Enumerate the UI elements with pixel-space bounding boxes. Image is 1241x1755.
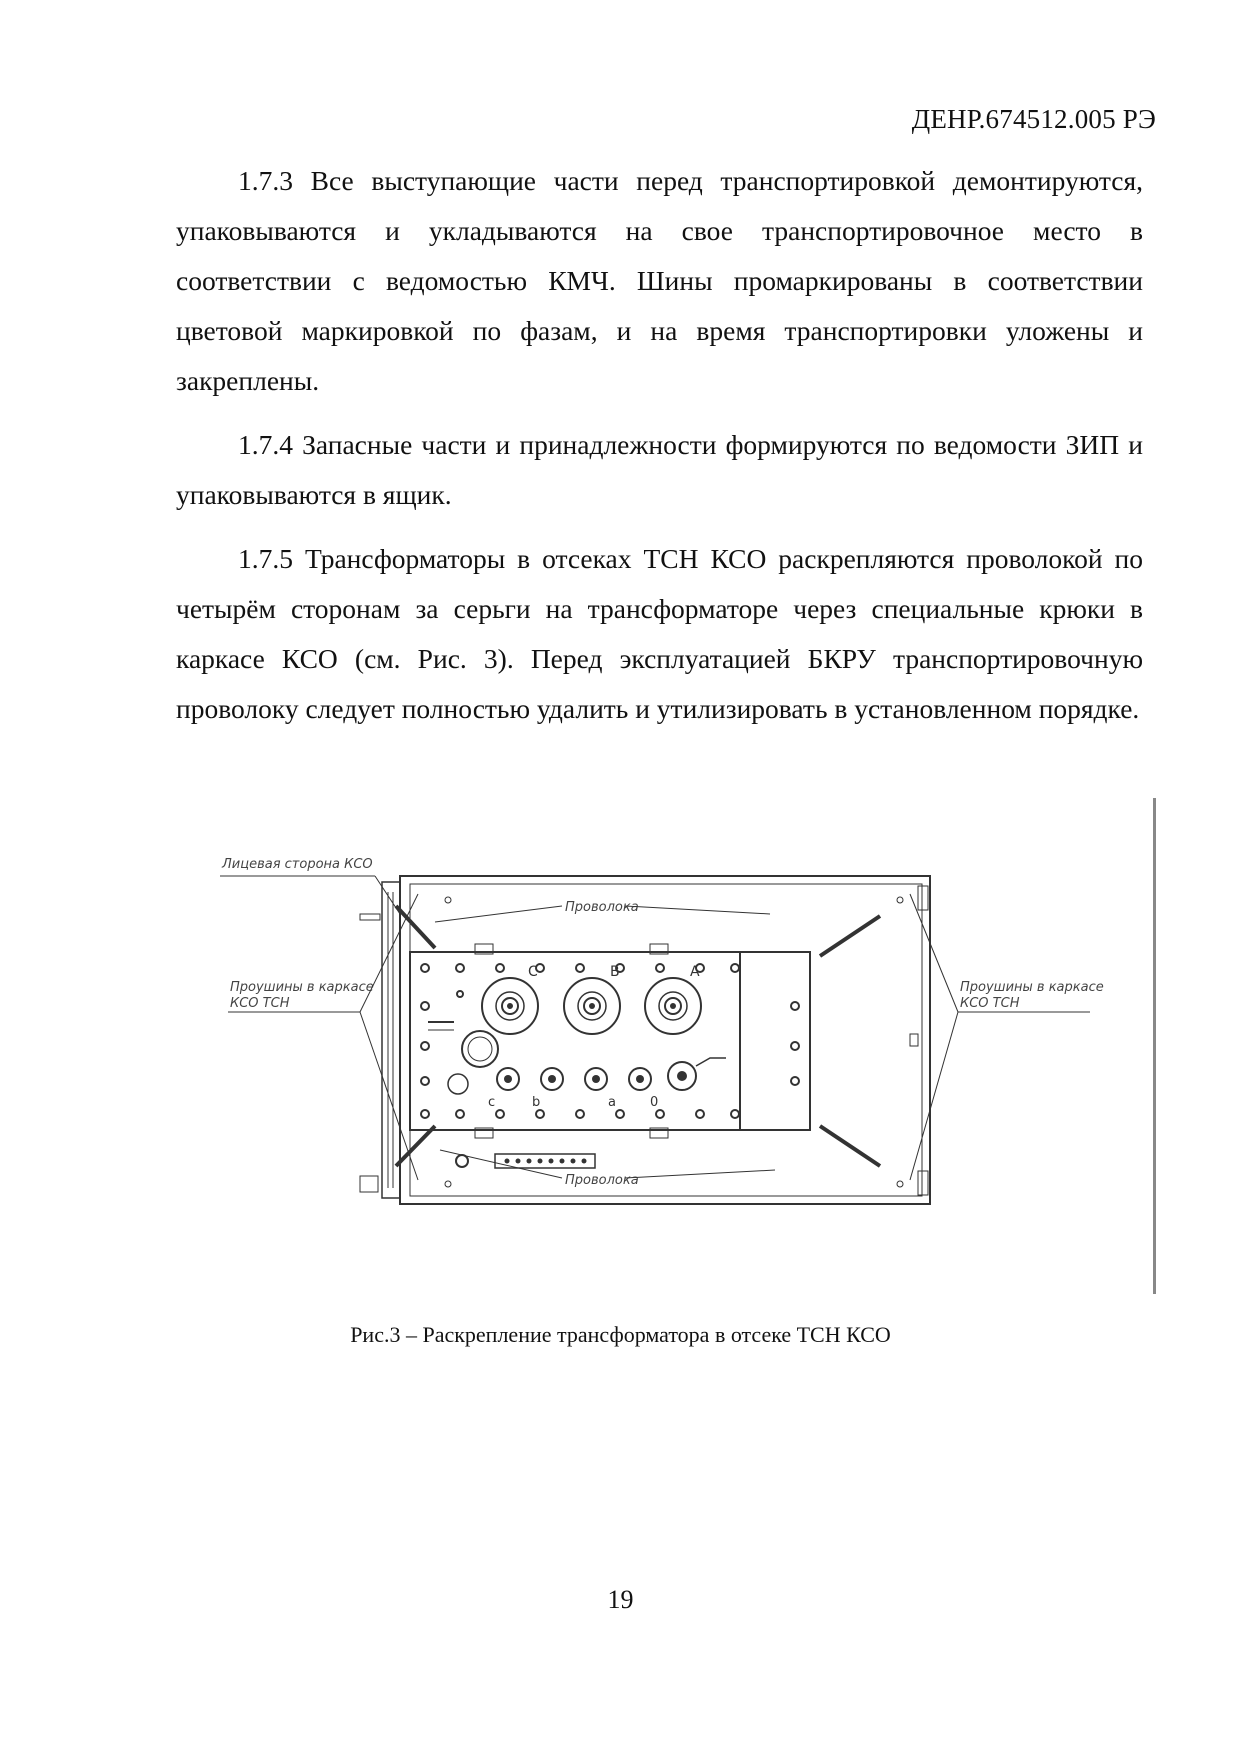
terminal-mark-C: C <box>528 964 538 980</box>
label-lugs-left-2: КСО ТСН <box>230 996 290 1011</box>
terminal-mark-a: a <box>608 1095 616 1110</box>
body-text <box>176 156 1143 748</box>
transformer-drawing <box>210 796 1130 1250</box>
terminal-mark-A: A <box>690 964 700 980</box>
label-wire-top: Проволока <box>565 900 639 915</box>
terminal-mark-0: 0 <box>650 1095 659 1110</box>
terminal-mark-c: c <box>488 1095 496 1110</box>
terminal-mark-b: b <box>532 1095 541 1110</box>
paragraph-1-7-3: 1.7.3 Все выступающие части перед транспортировкой демонтируются, упаковываются и укладываются на свое транспортировочное место в соответствии с ведомостью КМЧ. Шины промаркированы в соответствии цветовой маркировкой по фазам, и на время транспортировки уложены и закреплены. <box>176 165 1143 396</box>
label-lugs-right-2: КСО ТСН <box>960 996 1020 1011</box>
terminal-mark-B: B <box>610 964 620 980</box>
label-lugs-right-1: Проушины в каркасе <box>960 980 1104 995</box>
figure-caption: Рис.3 – Раскрепление трансформатора в отсеке ТСН КСО <box>350 1322 891 1347</box>
document-code: ДЕНР.674512.005 РЭ <box>911 104 1156 134</box>
label-front-side: Лицевая сторона КСО <box>222 857 373 872</box>
label-wire-bottom: Проволока <box>565 1173 639 1188</box>
paragraph-1-7-4: 1.7.4 Запасные части и принадлежности формируются по ведомости ЗИП и упаковываются в ящик. <box>176 429 1143 510</box>
paragraph-1-7-5: 1.7.5 Трансформаторы в отсеках ТСН КСО раскрепляются проволокой по четырём сторонам за серьги на трансформаторе через специальные крюки в каркасе КСО (см. Рис. 3). Перед эксплуатацией БКРУ транспортировочную проволоку следует полностью удалить и утилизировать в установленном порядке. <box>176 543 1143 724</box>
margin-rule <box>1153 798 1156 1294</box>
label-lugs-left-1: Проушины в каркасе <box>230 980 374 995</box>
page-number: 19 <box>607 1585 634 1614</box>
